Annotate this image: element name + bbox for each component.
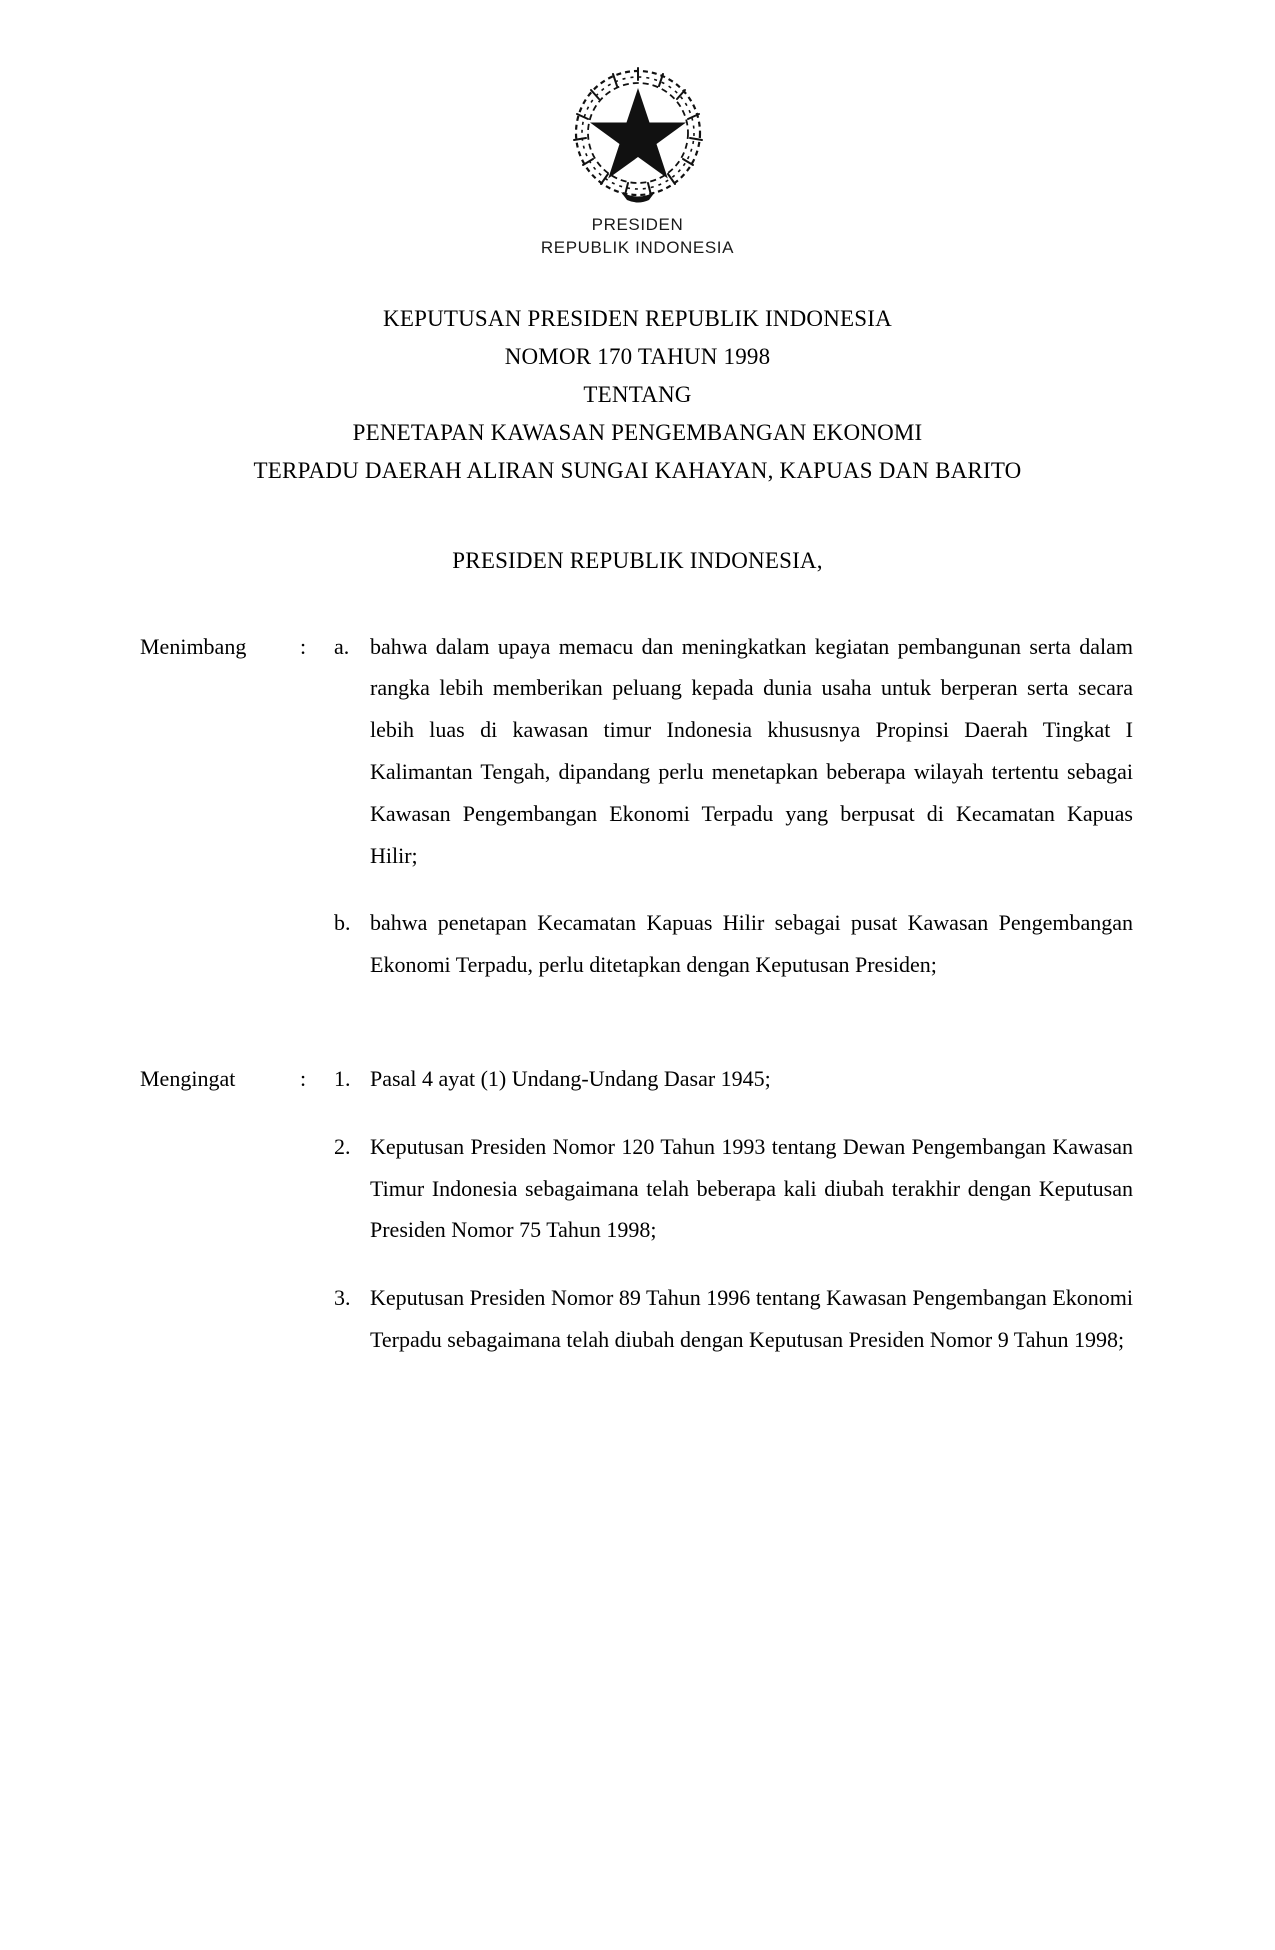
considering-colon: :	[300, 633, 307, 659]
recalling-item-marker: 3.	[334, 1285, 351, 1311]
recalling-item-marker: 1.	[334, 1065, 351, 1091]
considering-item-text: bahwa dalam upaya memacu dan meningkatkan kegiatan pembangunan serta dalam rangka lebih memberikan peluang kepada dunia usaha untuk berperan serta secara lebih luas di kawasan timur Indonesia khususnya Propinsi Daerah Tingkat I Kalimantan Tengah, dipandang perlu menetapkan beberapa wilayah tertentu sebagai Kawasan Pengembangan Ekonomi Terpadu yang berpusat di Kecamatan Kapuas Hilir;	[370, 633, 1133, 868]
recalling-label: Mengingat	[140, 1065, 236, 1091]
title-line-5: TERPADU DAERAH ALIRAN SUNGAI KAHAYAN, KAPUAS DAN BARITO	[253, 457, 1022, 483]
title-line-2: NOMOR 170 TAHUN 1998	[504, 343, 771, 369]
emblem-container	[140, 58, 1135, 208]
considering-group	[140, 626, 1135, 986]
clause-row	[140, 1126, 1135, 1251]
header-line-president: PRESIDEN	[591, 215, 684, 234]
document-title	[140, 300, 1135, 490]
recalling-item-text: Keputusan Presiden Nomor 89 Tahun 1996 tentang Kawasan Pengembangan Ekonomi Terpadu sebagaimana telah diubah dengan Keputusan Presiden Nomor 9 Tahun 1998;	[370, 1285, 1133, 1352]
title-line-3: TENTANG	[583, 381, 692, 407]
considering-item-text: bahwa penetapan Kecamatan Kapuas Hilir sebagai pusat Kawasan Pengembangan Ekonomi Terpadu, perlu ditetapkan dengan Keputusan Presiden;	[370, 910, 1133, 978]
considering-item-marker: b.	[334, 910, 351, 936]
header-caption	[140, 214, 1135, 260]
subject-heading: PRESIDEN REPUBLIK INDONESIA,	[452, 547, 823, 573]
garuda-star-emblem-icon	[563, 58, 713, 208]
considering-item-marker: a.	[334, 633, 350, 659]
section-gap	[140, 1012, 1135, 1058]
considering-label: Menimbang	[140, 633, 247, 659]
clause-section	[140, 626, 1135, 1361]
clause-row	[140, 1058, 1135, 1100]
title-line-1: KEPUTUSAN PRESIDEN REPUBLIK INDONESIA	[383, 305, 892, 331]
clause-row	[140, 1277, 1135, 1361]
recalling-item-text: Keputusan Presiden Nomor 120 Tahun 1993 tentang Dewan Pengembangan Kawasan Timur Indonesia sebagaimana telah beberapa kali diubah terakhir dengan Keputusan Presiden Nomor 75 Tahun 1998;	[370, 1133, 1133, 1243]
header-line-republic: REPUBLIK INDONESIA	[540, 237, 735, 257]
title-line-4: PENETAPAN KAWASAN PENGEMBANGAN EKONOMI	[352, 419, 923, 445]
clause-row	[140, 626, 1135, 877]
recalling-item-marker: 2.	[334, 1133, 351, 1159]
recalling-group	[140, 1058, 1135, 1361]
clause-row	[140, 902, 1135, 986]
recalling-colon: :	[300, 1065, 307, 1091]
recalling-item-text: Pasal 4 ayat (1) Undang-Undang Dasar 1945;	[370, 1065, 771, 1091]
